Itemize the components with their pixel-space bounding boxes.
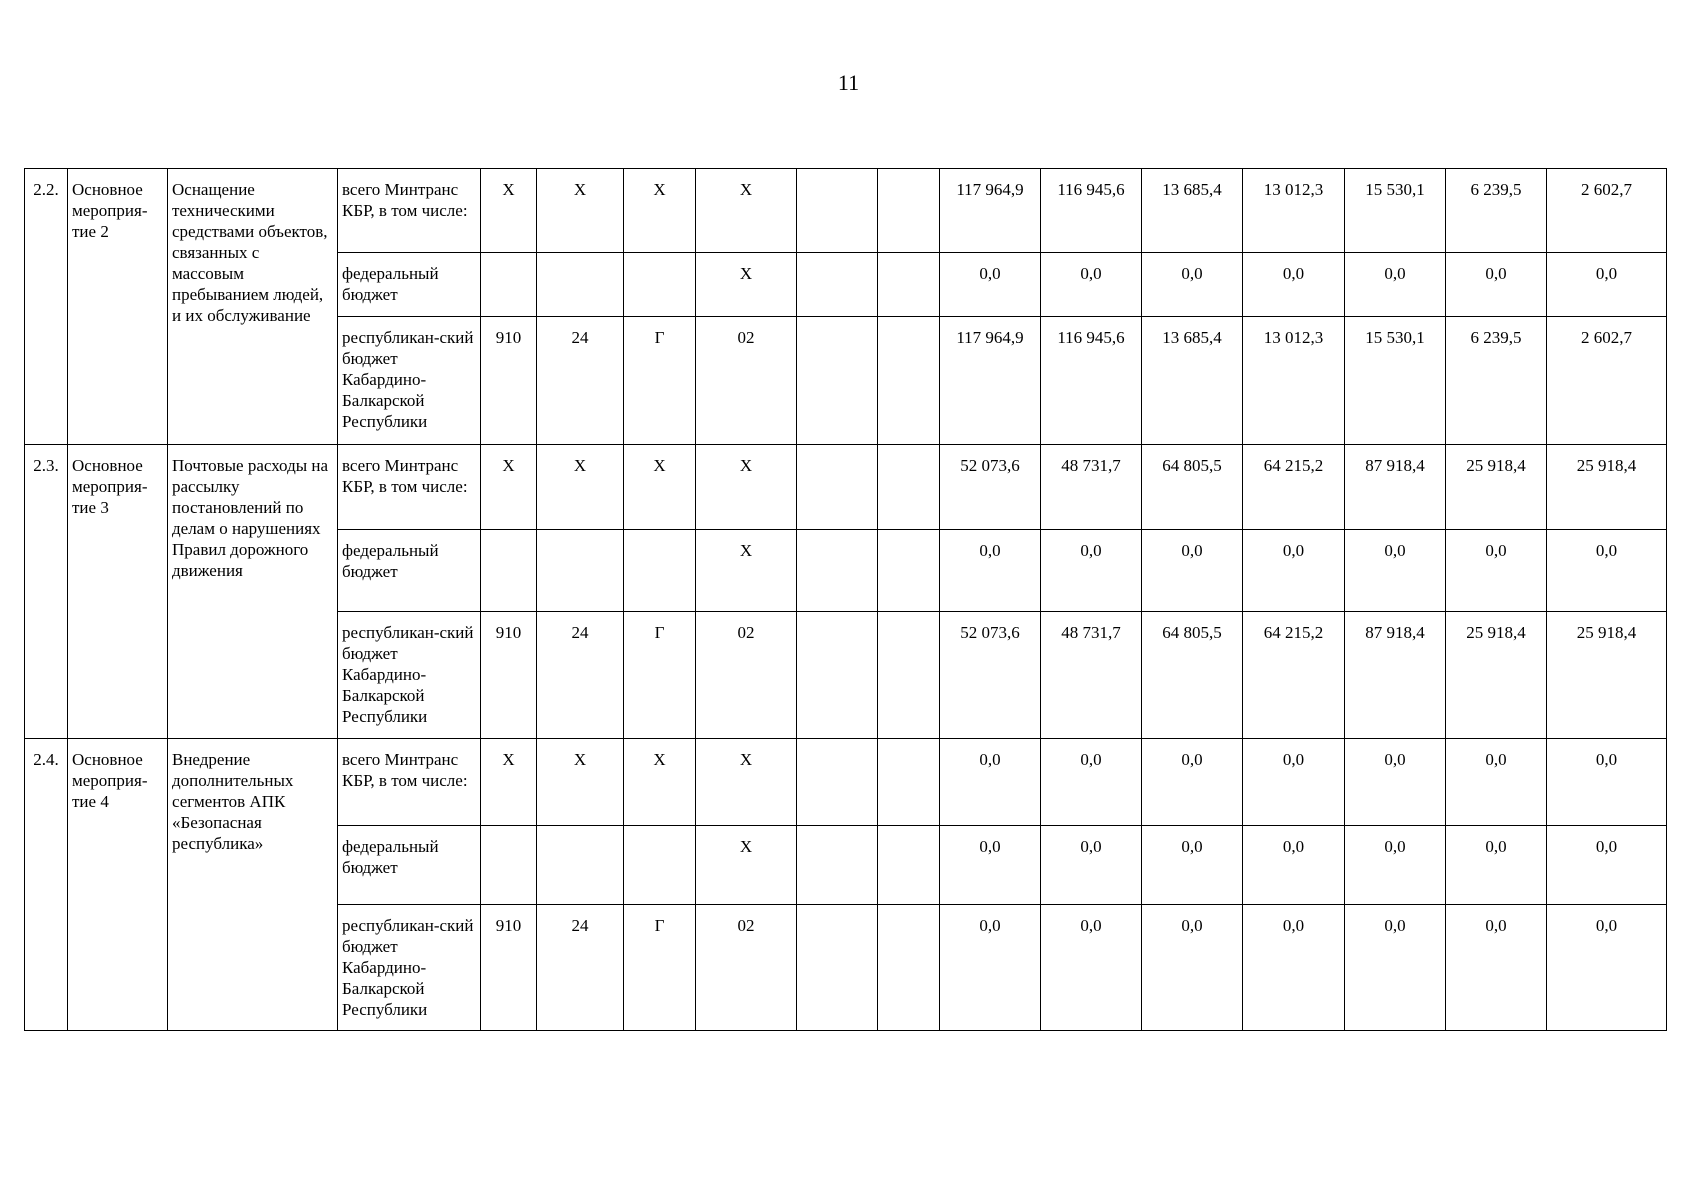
code-cell (797, 905, 878, 1031)
code-cell: Х (537, 445, 624, 530)
code-cell (797, 826, 878, 905)
description-cell: Оснащение техническими средствами объектов, связанных с массовым пребыванием людей, и их обслуживание (168, 169, 338, 445)
activity-cell: Основное мероприя-тие 4 (68, 739, 168, 1031)
value-cell: 64 805,5 (1142, 612, 1243, 739)
code-cell (797, 317, 878, 445)
value-cell: 0,0 (1446, 905, 1547, 1031)
value-cell: 0,0 (940, 739, 1041, 826)
code-cell: Х (696, 253, 797, 317)
value-cell: 0,0 (1345, 253, 1446, 317)
funding-source: всего Минтранс КБР, в том числе: (338, 169, 481, 253)
value-cell: 0,0 (1041, 826, 1142, 905)
code-cell: Г (624, 317, 696, 445)
value-cell: 0,0 (1547, 739, 1667, 826)
value-cell: 64 215,2 (1243, 445, 1345, 530)
value-cell: 2 602,7 (1547, 169, 1667, 253)
value-cell: 0,0 (940, 826, 1041, 905)
value-cell: 25 918,4 (1446, 445, 1547, 530)
row-index: 2.4. (25, 739, 68, 1031)
code-cell (797, 612, 878, 739)
value-cell: 0,0 (1142, 905, 1243, 1031)
code-cell: Х (537, 169, 624, 253)
value-cell: 0,0 (1142, 530, 1243, 612)
value-cell: 15 530,1 (1345, 317, 1446, 445)
value-cell: 64 215,2 (1243, 612, 1345, 739)
funding-source: всего Минтранс КБР, в том числе: (338, 739, 481, 826)
code-cell: Г (624, 612, 696, 739)
value-cell: 0,0 (1345, 905, 1446, 1031)
code-cell (537, 530, 624, 612)
funding-source: всего Минтранс КБР, в том числе: (338, 445, 481, 530)
code-cell (878, 253, 940, 317)
value-cell: 0,0 (1243, 530, 1345, 612)
value-cell: 116 945,6 (1041, 169, 1142, 253)
budget-table (24, 168, 1667, 1031)
code-cell: Х (696, 530, 797, 612)
value-cell: 25 918,4 (1446, 612, 1547, 739)
description-cell: Внедрение дополнительных сегментов АПК «Безопасная республика» (168, 739, 338, 1031)
code-cell (878, 612, 940, 739)
activity-cell: Основное мероприя-тие 3 (68, 445, 168, 739)
funding-source: республикан-ский бюджет Кабардино-Балкарской Республики (338, 905, 481, 1031)
row-index: 2.3. (25, 445, 68, 739)
code-cell: Х (481, 169, 537, 253)
value-cell: 48 731,7 (1041, 612, 1142, 739)
code-cell (481, 253, 537, 317)
code-cell (797, 739, 878, 826)
value-cell: 0,0 (1041, 905, 1142, 1031)
value-cell: 64 805,5 (1142, 445, 1243, 530)
value-cell: 0,0 (1243, 826, 1345, 905)
code-cell: Х (696, 739, 797, 826)
value-cell: 52 073,6 (940, 445, 1041, 530)
code-cell: Х (624, 169, 696, 253)
page-number: 11 (837, 70, 860, 95)
code-cell (624, 826, 696, 905)
code-cell: Х (696, 169, 797, 253)
code-cell (624, 530, 696, 612)
value-cell: 0,0 (1446, 739, 1547, 826)
code-cell: 02 (696, 612, 797, 739)
table-row (25, 739, 1667, 826)
code-cell (481, 826, 537, 905)
value-cell: 13 685,4 (1142, 169, 1243, 253)
description-cell: Почтовые расходы на рассылку постановлений по делам о нарушениях Правил дорожного движения (168, 445, 338, 739)
value-cell: 13 012,3 (1243, 169, 1345, 253)
value-cell: 0,0 (1345, 739, 1446, 826)
value-cell: 0,0 (1243, 905, 1345, 1031)
value-cell: 25 918,4 (1547, 445, 1667, 530)
value-cell: 0,0 (1142, 253, 1243, 317)
funding-source: федеральный бюджет (338, 826, 481, 905)
code-cell (878, 826, 940, 905)
code-cell: Х (696, 445, 797, 530)
value-cell: 0,0 (1142, 739, 1243, 826)
value-cell: 0,0 (940, 530, 1041, 612)
code-cell: 02 (696, 905, 797, 1031)
value-cell: 0,0 (940, 253, 1041, 317)
value-cell: 0,0 (1345, 826, 1446, 905)
activity-cell: Основное мероприя-тие 2 (68, 169, 168, 445)
value-cell: 6 239,5 (1446, 169, 1547, 253)
value-cell: 0,0 (1041, 253, 1142, 317)
funding-source: федеральный бюджет (338, 530, 481, 612)
value-cell: 0,0 (1446, 253, 1547, 317)
funding-source: республикан-ский бюджет Кабардино-Балкарской Республики (338, 612, 481, 739)
code-cell (537, 253, 624, 317)
code-cell: 910 (481, 317, 537, 445)
code-cell: 910 (481, 905, 537, 1031)
code-cell (878, 905, 940, 1031)
value-cell: 0,0 (1446, 530, 1547, 612)
value-cell: 0,0 (1547, 905, 1667, 1031)
code-cell: Х (481, 739, 537, 826)
code-cell (797, 530, 878, 612)
code-cell (797, 253, 878, 317)
value-cell: 0,0 (1243, 253, 1345, 317)
value-cell: 15 530,1 (1345, 169, 1446, 253)
value-cell: 0,0 (1446, 826, 1547, 905)
code-cell: Х (537, 739, 624, 826)
value-cell: 25 918,4 (1547, 612, 1667, 739)
code-cell: 24 (537, 612, 624, 739)
code-cell: 910 (481, 612, 537, 739)
value-cell: 117 964,9 (940, 317, 1041, 445)
value-cell: 13 685,4 (1142, 317, 1243, 445)
value-cell: 52 073,6 (940, 612, 1041, 739)
code-cell: 02 (696, 317, 797, 445)
value-cell: 0,0 (1243, 739, 1345, 826)
table-row (25, 445, 1667, 530)
code-cell (624, 253, 696, 317)
value-cell: 87 918,4 (1345, 612, 1446, 739)
value-cell: 13 012,3 (1243, 317, 1345, 445)
funding-source: федеральный бюджет (338, 253, 481, 317)
value-cell: 0,0 (1547, 530, 1667, 612)
value-cell: 0,0 (1142, 826, 1243, 905)
code-cell (797, 169, 878, 253)
value-cell: 6 239,5 (1446, 317, 1547, 445)
code-cell: Х (696, 826, 797, 905)
row-index: 2.2. (25, 169, 68, 445)
code-cell: 24 (537, 317, 624, 445)
funding-source: республикан-ский бюджет Кабардино-Балкарской Республики (338, 317, 481, 445)
code-cell (878, 169, 940, 253)
code-cell: Х (624, 445, 696, 530)
code-cell (481, 530, 537, 612)
value-cell: 0,0 (1041, 530, 1142, 612)
code-cell (537, 826, 624, 905)
code-cell: Г (624, 905, 696, 1031)
code-cell: Х (481, 445, 537, 530)
value-cell: 48 731,7 (1041, 445, 1142, 530)
code-cell (878, 739, 940, 826)
value-cell: 0,0 (1041, 739, 1142, 826)
value-cell: 87 918,4 (1345, 445, 1446, 530)
value-cell: 117 964,9 (940, 169, 1041, 253)
value-cell: 0,0 (1547, 253, 1667, 317)
code-cell (797, 445, 878, 530)
value-cell: 2 602,7 (1547, 317, 1667, 445)
code-cell: 24 (537, 905, 624, 1031)
code-cell (878, 445, 940, 530)
code-cell: Х (624, 739, 696, 826)
value-cell: 116 945,6 (1041, 317, 1142, 445)
table-row (25, 169, 1667, 253)
value-cell: 0,0 (940, 905, 1041, 1031)
value-cell: 0,0 (1547, 826, 1667, 905)
code-cell (878, 317, 940, 445)
code-cell (878, 530, 940, 612)
value-cell: 0,0 (1345, 530, 1446, 612)
